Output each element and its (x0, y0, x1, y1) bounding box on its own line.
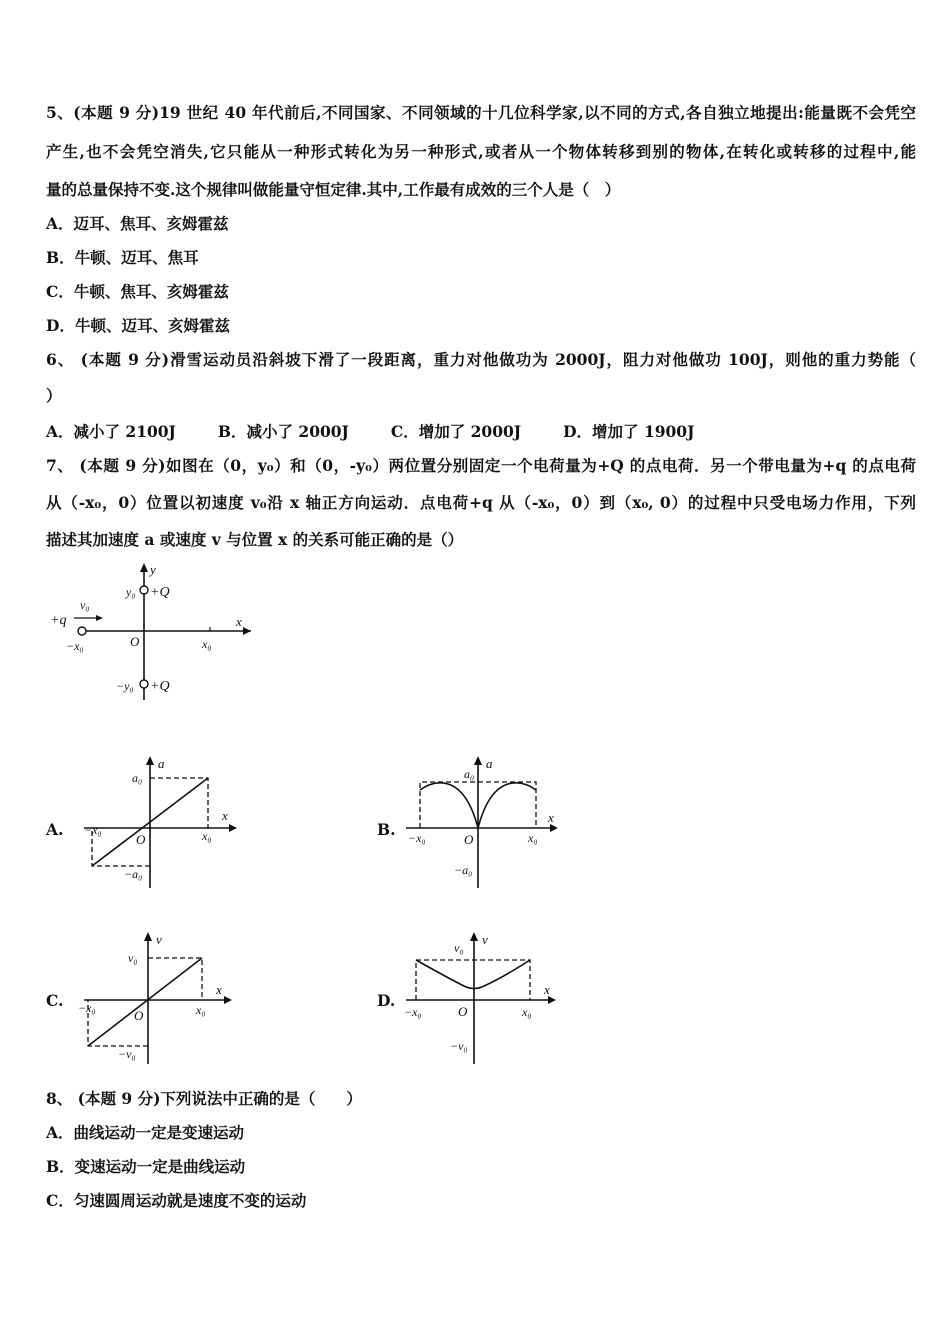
q8-option-c[interactable]: C．匀速圆周运动就是速度不变的运动 (46, 1191, 307, 1210)
top-charge-label: +Q (150, 585, 170, 600)
top-value-label: v₀ (128, 951, 138, 965)
origin-label: O (136, 832, 146, 847)
x-axis-arrow-icon (243, 627, 251, 635)
x-axis-arrow-icon (229, 824, 237, 832)
moving-charge-icon (78, 627, 86, 635)
q6-text-line-2: ） (46, 386, 62, 405)
x-axis-arrow-icon (548, 996, 556, 1004)
graph-d-label[interactable]: D. (377, 991, 396, 1010)
q5-option-b[interactable]: B．牛顿、迈耳、焦耳 (46, 248, 199, 267)
velocity-arrow-icon (96, 615, 103, 621)
y-axis-arrow-icon (146, 756, 154, 765)
q7-text-line-3: 描述其加速度 a 或速度 v 与位置 x 的关系可能正确的是（） (46, 530, 464, 549)
x-axis-label: x (548, 810, 554, 825)
top-charge-icon (140, 586, 148, 594)
y-axis-label: v (482, 932, 488, 947)
top-value-label: v₀ (454, 941, 464, 955)
right-value-label: x₀ (528, 831, 538, 845)
y-axis-arrow-icon (470, 932, 478, 941)
left-value-label: −x₀ (84, 823, 102, 837)
q8-option-b[interactable]: B．变速运动一定是曲线运动 (46, 1157, 246, 1176)
y-axis-arrow-icon (474, 756, 482, 765)
left-coord-label: −x₀ (66, 639, 84, 653)
left-value-label: −x₀ (408, 831, 426, 845)
right-value-label: x₀ (522, 1005, 532, 1019)
q6-option-c[interactable]: C．增加了 2000J (390, 422, 522, 441)
bottom-value-label: −a₀ (454, 863, 473, 877)
graph-b-label[interactable]: B. (377, 820, 396, 839)
q7-text-line-1: 7、 (本题 9 分)如图在（0，y₀）和（0，-y₀）两位置分别固定一个电荷量为+Q 的点电荷．另一个带电量为+q 的点电荷 (46, 456, 916, 475)
bottom-charge-icon (140, 680, 148, 688)
dashed-guide (416, 960, 530, 1000)
left-value-label: −x₀ (404, 1005, 422, 1019)
origin-label: O (134, 1008, 144, 1023)
graph-c (70, 928, 250, 1068)
right-value-label: x₀ (202, 829, 212, 843)
x-axis-arrow-icon (550, 824, 558, 832)
velocity-label: v₀ (80, 598, 90, 612)
y-axis-label: y (150, 562, 156, 577)
origin-label: O (458, 1004, 468, 1019)
x-axis-label: x (216, 982, 222, 997)
q8-option-a[interactable]: A．曲线运动一定是变速运动 (46, 1123, 245, 1142)
moving-charge-label: +q (50, 613, 67, 628)
x-axis-arrow-icon (224, 996, 232, 1004)
bottom-coord-label: −y₀ (116, 679, 134, 693)
q7-charge-figure (46, 560, 266, 705)
q5-text-line-1: 5、(本题 9 分)19 世纪 40 年代前后,不同国家、不同领域的十几位科学家,以不同的方式,各自独立地提出:能量既不会凭空 (46, 103, 916, 122)
y-axis-label: a (158, 756, 165, 771)
bottom-charge-label: +Q (150, 679, 170, 694)
y-axis-label: a (486, 756, 493, 771)
top-value-label: a₀ (464, 767, 475, 781)
q6-option-b[interactable]: B．减小了 2000J (217, 422, 349, 441)
graph-b (398, 752, 578, 892)
bottom-value-label: −v₀ (450, 1039, 468, 1053)
bottom-value-label: −v₀ (118, 1047, 136, 1061)
left-value-label: −x₀ (78, 1001, 96, 1015)
q8-text-line-1: 8、 (本题 9 分)下列说法中正确的是（ ） (46, 1089, 362, 1108)
x-axis-label: x (236, 614, 242, 629)
right-coord-label: x₀ (202, 637, 212, 651)
q6-options (46, 420, 736, 442)
graph-a (70, 752, 250, 892)
y-axis-arrow-icon (144, 932, 152, 941)
curve-line (416, 960, 530, 989)
top-coord-label: y₀ (126, 585, 136, 599)
graph-c-label[interactable]: C. (46, 991, 64, 1010)
y-axis-arrow-icon (140, 563, 148, 572)
q5-text-line-3: 量的总量保持不变.这个规律叫做能量守恒定律.其中,工作最有成效的三个人是（ ） (46, 180, 621, 199)
q5-option-a[interactable]: A．迈耳、焦耳、亥姆霍兹 (46, 214, 229, 233)
x-axis-label: x (222, 808, 228, 823)
origin-label: O (464, 832, 474, 847)
graph-a-label[interactable]: A. (46, 820, 64, 839)
q5-option-d[interactable]: D．牛顿、迈耳、亥姆霍兹 (46, 316, 230, 335)
q6-option-d[interactable]: D．增加了 1900J (563, 422, 695, 441)
right-value-label: x₀ (196, 1003, 206, 1017)
x-axis-label: x (544, 982, 550, 997)
y-axis-label: v (156, 932, 162, 947)
bottom-value-label: −a₀ (124, 867, 143, 881)
graph-d (398, 928, 578, 1068)
q6-option-a[interactable]: A．减小了 2100J (46, 422, 176, 441)
q5-text-line-2: 产生,也不会凭空消失,它只能从一种形式转化为另一种形式,或者从一个物体转移到别的物体,在转化或转移的过程中,能 (46, 142, 916, 161)
q7-text-line-2: 从（-x₀，0）位置以初速度 v₀沿 x 轴正方向运动．点电荷+q 从（-x₀，0）到（x₀, 0）的过程中只受电场力作用，下列 (46, 493, 916, 512)
origin-label: O (130, 634, 140, 649)
top-value-label: a₀ (132, 771, 143, 785)
curve-line (88, 958, 202, 1046)
q6-text-line-1: 6、 (本题 9 分)滑雪运动员沿斜坡下滑了一段距离，重力对他做功为 2000J，阻力对他做功 100J，则他的重力势能（ (46, 350, 916, 369)
q5-option-c[interactable]: C．牛顿、焦耳、亥姆霍兹 (46, 282, 229, 301)
